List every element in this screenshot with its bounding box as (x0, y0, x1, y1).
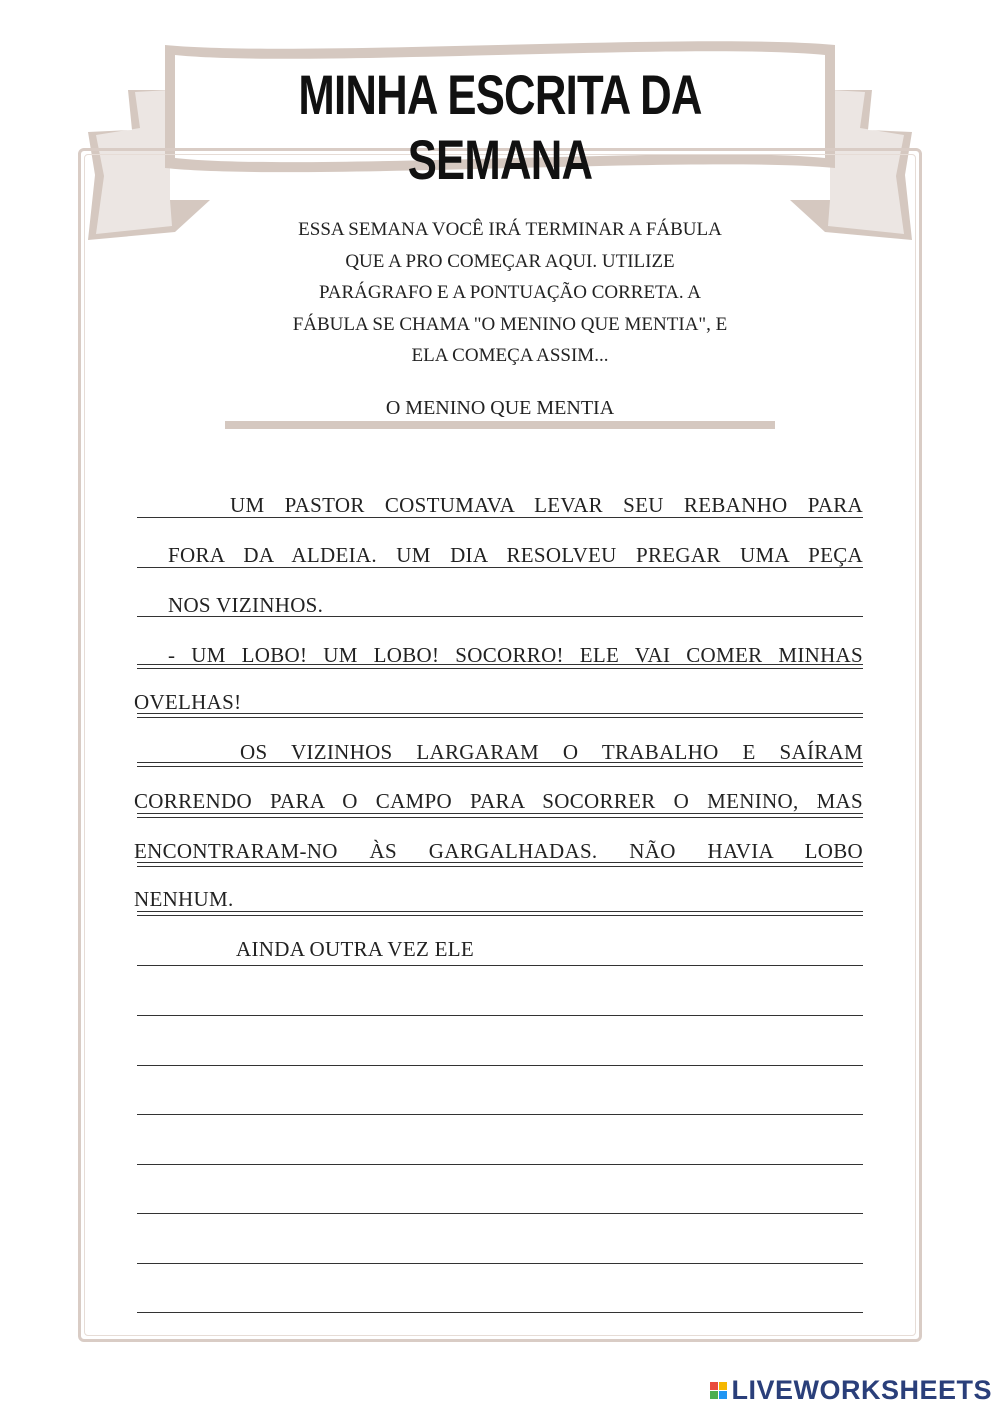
liveworksheets-logo-icon (710, 1382, 727, 1399)
liveworksheets-watermark (710, 1375, 992, 1406)
writing-line (137, 1263, 863, 1264)
story-line: UM PASTOR COSTUMAVA LEVAR SEU REBANHO PARA (230, 493, 863, 517)
writing-line (137, 813, 863, 818)
story-line: CORRENDO PARA O CAMPO PARA SOCORRER O MENINO, MAS (134, 789, 863, 813)
story-line: FORA DA ALDEIA. UM DIA RESOLVEU PREGAR UMA PEÇA (168, 543, 863, 567)
instruction-line: PARÁGRAFO E A PONTUAÇÃO CORRETA. A (318, 282, 702, 303)
writing-line (137, 1114, 863, 1115)
writing-line (137, 862, 863, 867)
page-title: MINHA ESCRITA DA SEMANA (298, 63, 702, 191)
story-line: - UM LOBO! UM LOBO! SOCORRO! ELE VAI COMER MINHAS (168, 643, 863, 667)
writing-line (137, 664, 863, 669)
writing-line (137, 965, 863, 966)
story-title-underline (225, 421, 775, 429)
writing-line (137, 517, 863, 518)
writing-line (137, 1312, 863, 1313)
writing-line (137, 567, 863, 568)
writing-line (137, 1015, 863, 1016)
instruction-line: ESSA SEMANA VOCÊ IRÁ TERMINAR A FÁBULA (298, 219, 722, 240)
watermark-text: LIVEWORKSHEETS (731, 1375, 992, 1405)
instruction-line: ELA COMEÇA ASSIM... (411, 345, 609, 366)
story-line: AINDA OUTRA VEZ ELE (236, 937, 475, 961)
writing-line (137, 1213, 863, 1214)
instruction-line: QUE A PRO COMEÇAR AQUI. UTILIZE (345, 250, 675, 272)
writing-line (137, 762, 863, 767)
writing-line (137, 713, 863, 718)
instruction-line: FÁBULA SE CHAMA "O MENINO QUE MENTIA", E (292, 313, 728, 335)
writing-line (137, 1065, 863, 1066)
writing-line (137, 911, 863, 916)
writing-line (137, 616, 863, 617)
story-line: NOS VIZINHOS. (168, 593, 324, 617)
story-line: OVELHAS! (134, 690, 242, 714)
writing-line (137, 1164, 863, 1165)
story-line: OS VIZINHOS LARGARAM O TRABALHO E SAÍRAM (240, 740, 863, 764)
story-line: NENHUM. (134, 887, 234, 911)
instructions (220, 214, 800, 372)
story-title: O MENINO QUE MENTIA (385, 397, 615, 419)
story-line: ENCONTRARAM-NO ÀS GARGALHADAS. NÃO HAVIA LOBO (134, 839, 863, 863)
